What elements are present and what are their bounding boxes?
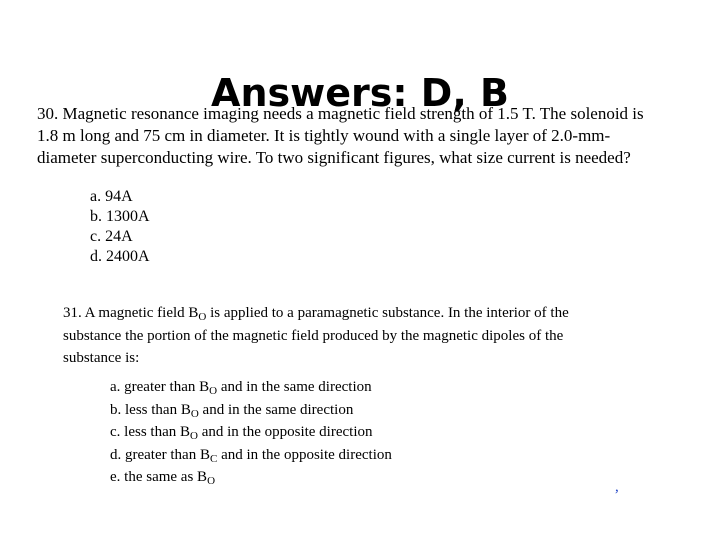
question-30-line-1: 30. Magnetic resonance imaging needs a magnetic field strength of 1.5 T. The solenoid is xyxy=(37,104,644,123)
subscript: O xyxy=(190,407,199,420)
slide-title: Answers: D, B xyxy=(211,71,509,116)
subscript: O xyxy=(209,385,218,397)
question-30-option-b: b. 1300A xyxy=(90,208,150,225)
option-text: b. less than B xyxy=(110,401,191,418)
option-text: and in the same direction xyxy=(198,401,354,418)
subscript: O xyxy=(207,475,216,487)
question-31-option-b xyxy=(110,400,392,423)
question-30-option-d: d. 2400A xyxy=(90,248,150,265)
question-30-stem xyxy=(37,103,687,169)
question-31-stem xyxy=(63,302,623,369)
stray-mark: , xyxy=(615,479,619,495)
subscript: O xyxy=(190,430,198,442)
subscript: C xyxy=(209,452,218,465)
question-30-line-3: diameter superconducting wire. To two significant figures, what size current is needed? xyxy=(37,148,631,167)
question-31-line-3: substance is: xyxy=(63,350,140,366)
question-31-line-1 xyxy=(63,305,569,321)
option-text: a. greater than B xyxy=(110,379,210,395)
question-31-option-d xyxy=(110,445,392,468)
question-31 xyxy=(63,302,623,487)
question-31-line-1-pre: 31. A magnetic field B xyxy=(63,305,199,321)
option-text: c. less than B xyxy=(110,424,190,440)
option-text: e. the same as B xyxy=(110,469,208,485)
question-31-options xyxy=(110,377,392,490)
option-text: d. greater than B xyxy=(110,446,210,463)
question-30 xyxy=(37,103,687,265)
option-text: and in the opposite direction xyxy=(197,424,373,440)
question-30-options xyxy=(90,187,150,267)
option-text: and in the opposite direction xyxy=(217,446,392,463)
subscript: O xyxy=(198,311,207,323)
option-text: and in the same direction xyxy=(217,379,372,395)
question-31-line-2: substance the portion of the magnetic field produced by the magnetic dipoles of the xyxy=(63,328,564,344)
question-30-option-c: c. 24A xyxy=(90,228,133,245)
question-31-option-c xyxy=(110,422,392,445)
question-30-line-2: 1.8 m long and 75 cm in diameter. It is tightly wound with a single layer of 2.0-mm- xyxy=(37,126,611,145)
question-31-line-1-post: is applied to a paramagnetic substance. In the interior of the xyxy=(206,305,569,321)
question-31-option-a xyxy=(110,377,392,400)
question-30-option-a: a. 94A xyxy=(90,188,133,205)
question-31-option-e xyxy=(110,467,392,490)
